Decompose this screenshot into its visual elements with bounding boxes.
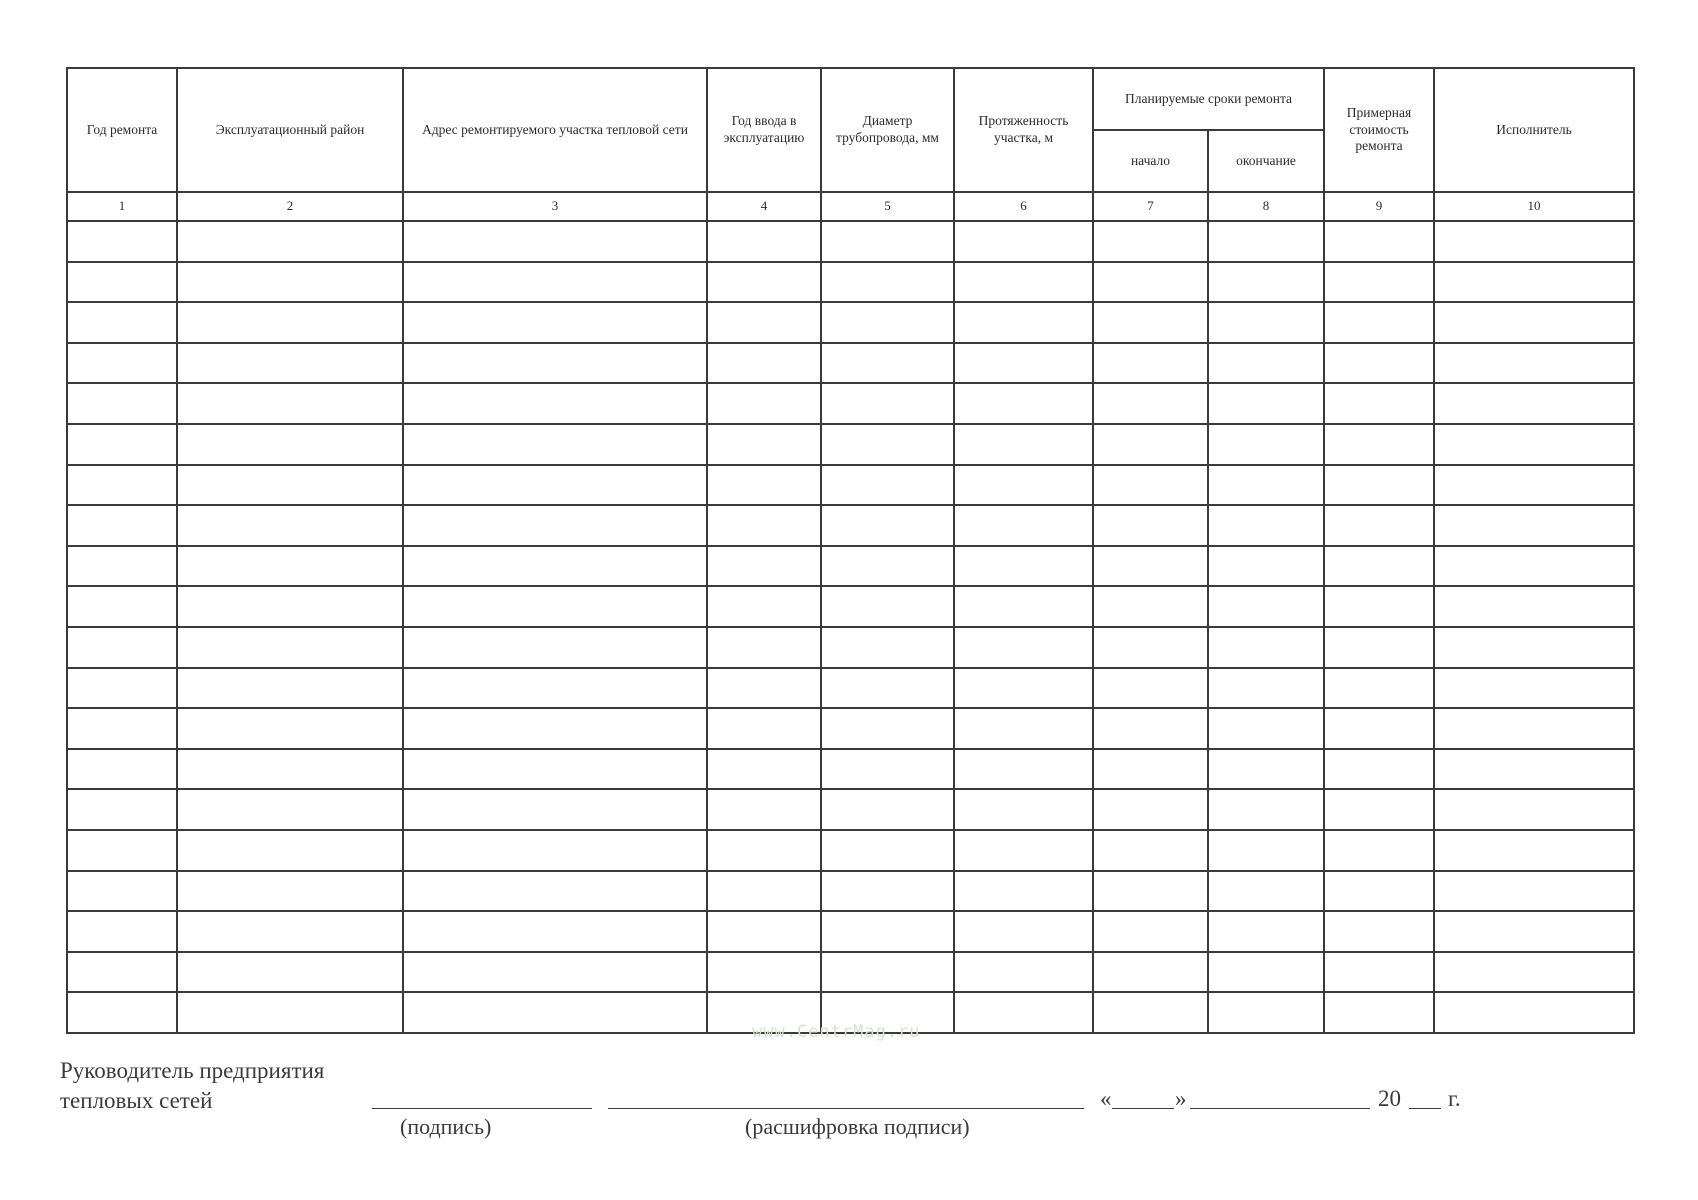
table-cell[interactable] [1324, 830, 1434, 871]
table-cell[interactable] [821, 708, 954, 749]
table-cell[interactable] [1208, 586, 1324, 627]
table-cell[interactable] [403, 708, 707, 749]
header-cost: Примерная стоимость ремонта [1324, 68, 1434, 192]
table-cell[interactable] [1324, 302, 1434, 343]
table-cell[interactable] [707, 911, 821, 952]
table-cell[interactable] [707, 343, 821, 384]
table-cell[interactable] [1093, 302, 1208, 343]
table-cell[interactable] [1324, 789, 1434, 830]
header-planned-terms: Планируемые сроки ремонта [1093, 68, 1324, 130]
table-row [67, 911, 1634, 952]
table-row [67, 749, 1634, 790]
table-cell[interactable] [1093, 627, 1208, 668]
table-row [67, 302, 1634, 343]
table-cell[interactable] [67, 302, 177, 343]
table-cell[interactable] [177, 871, 403, 912]
table-cell[interactable] [177, 505, 403, 546]
repair-plan-table [66, 67, 1635, 1034]
table-cell[interactable] [707, 586, 821, 627]
table-cell[interactable] [403, 952, 707, 993]
column-number: 7 [1093, 192, 1208, 221]
signatory-title-line2: тепловых сетей [60, 1088, 213, 1113]
table-cell[interactable] [1093, 262, 1208, 303]
header-repair-year: Год ремонта [67, 68, 177, 192]
table-cell[interactable] [821, 789, 954, 830]
table-cell[interactable] [1324, 871, 1434, 912]
table-cell[interactable] [67, 911, 177, 952]
table-row [67, 830, 1634, 871]
table-cell[interactable] [1093, 383, 1208, 424]
table-cell[interactable] [177, 465, 403, 506]
table-cell[interactable] [707, 952, 821, 993]
header-start: начало [1093, 130, 1208, 192]
table-cell[interactable] [403, 749, 707, 790]
table-cell[interactable] [177, 749, 403, 790]
table-cell[interactable] [954, 221, 1093, 262]
table-cell[interactable] [1208, 627, 1324, 668]
table-cell[interactable] [403, 586, 707, 627]
date-quote-open: « [1100, 1086, 1112, 1111]
table-cell[interactable] [67, 424, 177, 465]
table-cell[interactable] [1093, 221, 1208, 262]
table-cell[interactable] [1324, 952, 1434, 993]
signatory-title-line1: Руководитель предприятия [60, 1058, 325, 1083]
header-row [67, 68, 1634, 130]
table-cell[interactable] [177, 789, 403, 830]
date-quote-close: » [1175, 1086, 1187, 1111]
table-cell[interactable] [177, 627, 403, 668]
table-cell[interactable] [954, 546, 1093, 587]
table-cell[interactable] [821, 627, 954, 668]
table-row [67, 343, 1634, 384]
table-cell[interactable] [821, 586, 954, 627]
date-month-line[interactable] [1190, 1108, 1370, 1109]
table-row [67, 221, 1634, 262]
table-cell[interactable] [1093, 911, 1208, 952]
table-cell[interactable] [954, 262, 1093, 303]
table-cell[interactable] [177, 221, 403, 262]
table-cell[interactable] [403, 627, 707, 668]
signature-decryption-line[interactable] [608, 1108, 1084, 1109]
table-cell[interactable] [707, 546, 821, 587]
table-cell[interactable] [403, 668, 707, 709]
table-cell[interactable] [1324, 749, 1434, 790]
table-cell[interactable] [177, 952, 403, 993]
table-cell[interactable] [1208, 383, 1324, 424]
signature-line[interactable] [372, 1108, 592, 1109]
table-cell[interactable] [1208, 708, 1324, 749]
table-row [67, 789, 1634, 830]
table-cell[interactable] [1208, 911, 1324, 952]
table-cell[interactable] [67, 465, 177, 506]
column-number: 5 [821, 192, 954, 221]
date-year-line[interactable] [1409, 1108, 1441, 1109]
table-cell[interactable] [67, 383, 177, 424]
table-cell[interactable] [954, 871, 1093, 912]
table-cell[interactable] [1093, 789, 1208, 830]
table-cell[interactable] [1208, 465, 1324, 506]
table-cell[interactable] [707, 221, 821, 262]
table-cell[interactable] [177, 546, 403, 587]
table-cell[interactable] [67, 749, 177, 790]
table-row [67, 424, 1634, 465]
table-cell[interactable] [1434, 221, 1634, 262]
table-cell[interactable] [403, 343, 707, 384]
table-cell[interactable] [954, 424, 1093, 465]
column-number: 6 [954, 192, 1093, 221]
table-cell[interactable] [1208, 343, 1324, 384]
table-cell[interactable] [403, 221, 707, 262]
signature-decryption-caption: (расшифровка подписи) [745, 1114, 970, 1139]
table-cell[interactable] [954, 952, 1093, 993]
table-cell[interactable] [403, 911, 707, 952]
table-cell[interactable] [1434, 952, 1634, 993]
table-cell[interactable] [1093, 505, 1208, 546]
table-cell[interactable] [67, 343, 177, 384]
table-cell[interactable] [1093, 586, 1208, 627]
table-cell[interactable] [707, 424, 821, 465]
table-cell[interactable] [707, 871, 821, 912]
table-cell[interactable] [1093, 668, 1208, 709]
table-cell[interactable] [1208, 871, 1324, 912]
table-row [67, 871, 1634, 912]
table-cell[interactable] [1434, 424, 1634, 465]
table-body [67, 68, 1634, 1033]
table-row [67, 465, 1634, 506]
table-cell[interactable] [1434, 302, 1634, 343]
table-cell[interactable] [1434, 830, 1634, 871]
table-cell[interactable] [821, 749, 954, 790]
table-cell[interactable] [954, 708, 1093, 749]
signature-caption: (подпись) [400, 1114, 492, 1139]
table-cell[interactable] [1093, 465, 1208, 506]
table-cell[interactable] [177, 302, 403, 343]
table-cell[interactable] [1324, 221, 1434, 262]
date-day-line[interactable] [1112, 1108, 1174, 1109]
table-cell[interactable] [1324, 586, 1434, 627]
table-cell[interactable] [1434, 505, 1634, 546]
table-cell[interactable] [403, 546, 707, 587]
table-cell[interactable] [67, 221, 177, 262]
table-cell[interactable] [821, 424, 954, 465]
table-cell[interactable] [177, 830, 403, 871]
table-cell[interactable] [67, 708, 177, 749]
table-cell[interactable] [67, 627, 177, 668]
table-cell[interactable] [1324, 627, 1434, 668]
table-cell[interactable] [1434, 668, 1634, 709]
table-cell[interactable] [1093, 343, 1208, 384]
table-cell[interactable] [177, 383, 403, 424]
table-cell[interactable] [177, 911, 403, 952]
table-cell[interactable] [821, 952, 954, 993]
table-cell[interactable] [707, 302, 821, 343]
table-cell[interactable] [403, 789, 707, 830]
table-cell[interactable] [1208, 992, 1324, 1033]
table-cell[interactable] [1324, 546, 1434, 587]
table-cell[interactable] [1093, 992, 1208, 1033]
table-cell[interactable] [1208, 424, 1324, 465]
column-number: 2 [177, 192, 403, 221]
table-cell[interactable] [1093, 830, 1208, 871]
date-year-prefix: 20 [1378, 1086, 1401, 1111]
table-cell[interactable] [403, 505, 707, 546]
table-cell[interactable] [177, 343, 403, 384]
table-cell[interactable] [954, 789, 1093, 830]
table-cell[interactable] [1208, 830, 1324, 871]
header-length: Протяженность участка, м [954, 68, 1093, 192]
table-cell[interactable] [1208, 505, 1324, 546]
column-number: 10 [1434, 192, 1634, 221]
table-cell[interactable] [1434, 627, 1634, 668]
table-cell[interactable] [1434, 383, 1634, 424]
table-cell[interactable] [1208, 789, 1324, 830]
table-cell[interactable] [177, 262, 403, 303]
table-row [67, 708, 1634, 749]
table-cell[interactable] [1434, 465, 1634, 506]
table-cell[interactable] [67, 789, 177, 830]
table-cell[interactable] [707, 465, 821, 506]
header-end: окончание [1208, 130, 1324, 192]
header-diameter: Диаметр трубопровода, мм [821, 68, 954, 192]
table-cell[interactable] [1434, 749, 1634, 790]
table-cell[interactable] [1434, 708, 1634, 749]
table-cell[interactable] [67, 871, 177, 912]
table-cell[interactable] [67, 262, 177, 303]
table-cell[interactable] [177, 668, 403, 709]
table-cell[interactable] [954, 992, 1093, 1033]
table-cell[interactable] [707, 830, 821, 871]
table-cell[interactable] [954, 627, 1093, 668]
table-cell[interactable] [1324, 505, 1434, 546]
table-cell[interactable] [403, 992, 707, 1033]
column-number: 4 [707, 192, 821, 221]
table-cell[interactable] [954, 668, 1093, 709]
table-row [67, 546, 1634, 587]
table-cell[interactable] [403, 871, 707, 912]
date-year-suffix: г. [1448, 1086, 1461, 1111]
watermark: www.CentrMag.ru [752, 1022, 921, 1042]
table-cell[interactable] [707, 262, 821, 303]
table-cell[interactable] [1324, 343, 1434, 384]
table-row [67, 383, 1634, 424]
table-row [67, 952, 1634, 993]
column-number-row [67, 192, 1634, 221]
table-cell[interactable] [67, 830, 177, 871]
table-cell[interactable] [1434, 586, 1634, 627]
table-cell[interactable] [403, 383, 707, 424]
table-cell[interactable] [67, 546, 177, 587]
table-row [67, 668, 1634, 709]
table-cell[interactable] [821, 871, 954, 912]
table-row [67, 505, 1634, 546]
table-cell[interactable] [954, 749, 1093, 790]
table-cell[interactable] [821, 383, 954, 424]
table-cell[interactable] [707, 708, 821, 749]
table-cell[interactable] [707, 383, 821, 424]
table-cell[interactable] [1093, 952, 1208, 993]
table-cell[interactable] [177, 424, 403, 465]
header-district: Эксплуатационный район [177, 68, 403, 192]
table-cell[interactable] [1093, 546, 1208, 587]
table-row [67, 627, 1634, 668]
column-number: 3 [403, 192, 707, 221]
table-cell[interactable] [403, 465, 707, 506]
table-cell[interactable] [403, 262, 707, 303]
table-cell[interactable] [821, 668, 954, 709]
table-cell[interactable] [1324, 708, 1434, 749]
table-cell[interactable] [954, 343, 1093, 384]
table-cell[interactable] [177, 586, 403, 627]
table-cell[interactable] [954, 911, 1093, 952]
table-cell[interactable] [177, 708, 403, 749]
table-cell[interactable] [1324, 262, 1434, 303]
table-cell[interactable] [403, 424, 707, 465]
table-cell[interactable] [954, 465, 1093, 506]
table-cell[interactable] [821, 505, 954, 546]
table-row [67, 262, 1634, 303]
table-cell[interactable] [1093, 708, 1208, 749]
table-cell[interactable] [1208, 952, 1324, 993]
table-cell[interactable] [67, 952, 177, 993]
table-cell[interactable] [1434, 992, 1634, 1033]
table-cell[interactable] [1208, 749, 1324, 790]
table-cell[interactable] [1434, 343, 1634, 384]
table-cell[interactable] [821, 262, 954, 303]
table-cell[interactable] [1324, 465, 1434, 506]
table-cell[interactable] [1434, 789, 1634, 830]
table-cell[interactable] [1093, 871, 1208, 912]
table-cell[interactable] [954, 586, 1093, 627]
table-cell[interactable] [67, 586, 177, 627]
column-number: 9 [1324, 192, 1434, 221]
table-cell[interactable] [1208, 546, 1324, 587]
table-cell[interactable] [821, 465, 954, 506]
header-executor: Исполнитель [1434, 68, 1634, 192]
header-commission-year: Год ввода в эксплуатацию [707, 68, 821, 192]
table-cell[interactable] [821, 343, 954, 384]
table-cell[interactable] [954, 302, 1093, 343]
table-cell[interactable] [707, 627, 821, 668]
table-cell[interactable] [821, 911, 954, 952]
signatory-title [60, 1056, 324, 1116]
table-cell[interactable] [1208, 262, 1324, 303]
table-cell[interactable] [821, 546, 954, 587]
table-cell[interactable] [1324, 424, 1434, 465]
table-cell[interactable] [707, 789, 821, 830]
table-cell[interactable] [1434, 262, 1634, 303]
table-cell[interactable] [821, 830, 954, 871]
table-row [67, 586, 1634, 627]
table-cell[interactable] [1324, 992, 1434, 1033]
table-cell[interactable] [1324, 383, 1434, 424]
table-cell[interactable] [1434, 911, 1634, 952]
table-cell[interactable] [821, 221, 954, 262]
table-cell[interactable] [954, 383, 1093, 424]
table-cell[interactable] [1324, 911, 1434, 952]
table-cell[interactable] [403, 830, 707, 871]
table-cell[interactable] [1208, 668, 1324, 709]
table-cell[interactable] [1324, 668, 1434, 709]
table-cell[interactable] [954, 830, 1093, 871]
table-cell[interactable] [707, 505, 821, 546]
table-cell[interactable] [67, 668, 177, 709]
table-cell[interactable] [707, 668, 821, 709]
table-cell[interactable] [67, 992, 177, 1033]
table-cell[interactable] [403, 302, 707, 343]
table-cell[interactable] [821, 302, 954, 343]
table-cell[interactable] [67, 505, 177, 546]
table-cell[interactable] [1093, 749, 1208, 790]
column-number: 8 [1208, 192, 1324, 221]
table-cell[interactable] [1093, 424, 1208, 465]
table-cell[interactable] [1208, 221, 1324, 262]
table-cell[interactable] [1434, 871, 1634, 912]
table-cell[interactable] [1208, 302, 1324, 343]
table-cell[interactable] [1434, 546, 1634, 587]
header-address: Адрес ремонтируемого участка тепловой сети [403, 68, 707, 192]
column-number: 1 [67, 192, 177, 221]
table-cell[interactable] [954, 505, 1093, 546]
table-cell[interactable] [177, 992, 403, 1033]
table-cell[interactable] [707, 749, 821, 790]
